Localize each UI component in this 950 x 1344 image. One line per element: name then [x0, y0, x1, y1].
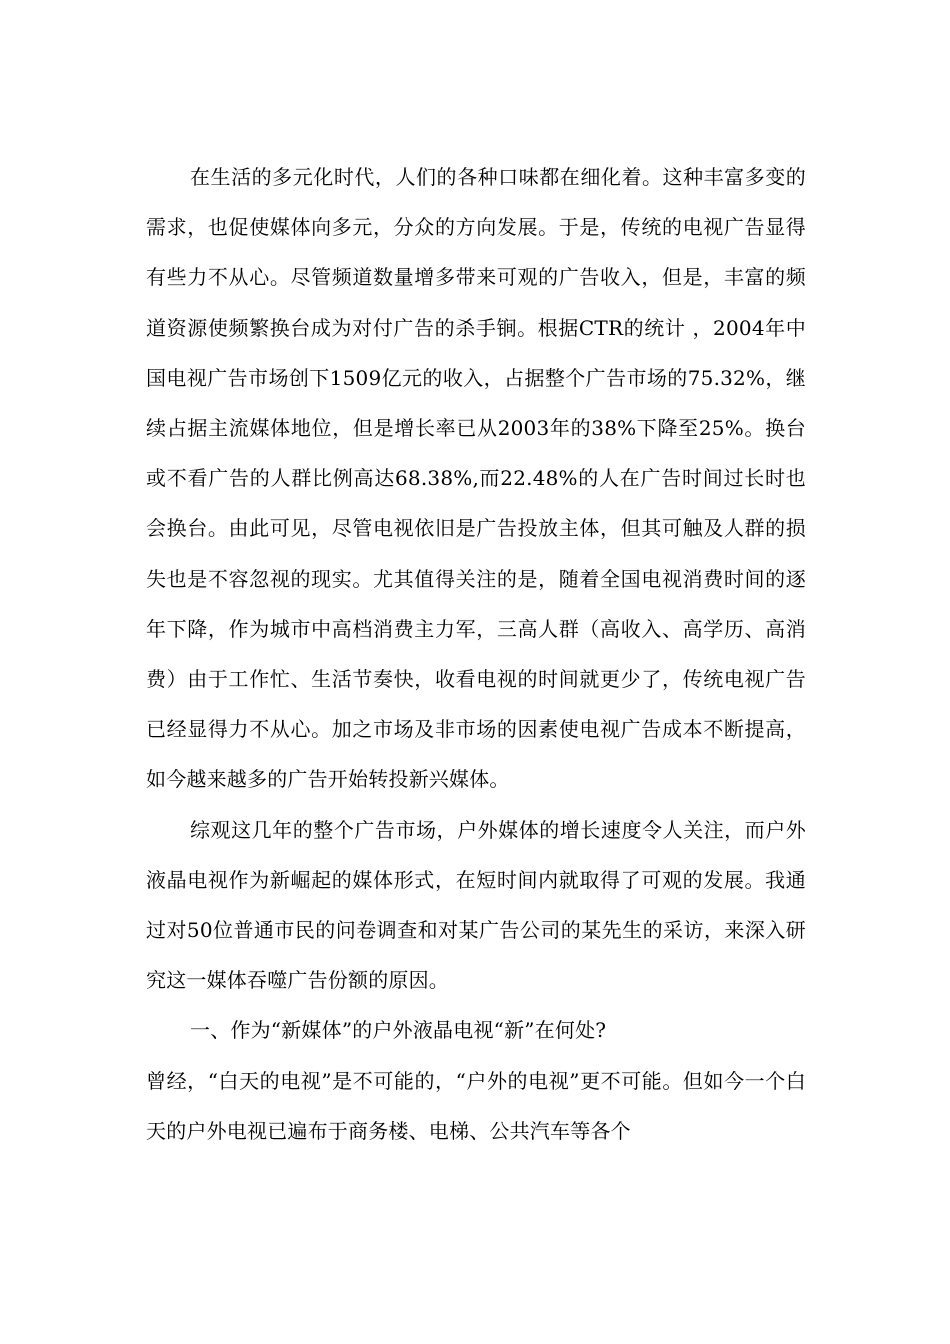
paragraph-outdoor-media-growth: 综观这几年的整个广告市场，户外媒体的增长速度令人关注，而户外液晶电视作为新崛起的媒体形式，在短时间内就取得了可观的发展。我通过对50位普通市民的问卷调查和对某广告公司的某先生的采访，来深入研究这一媒体吞噬广告份额的原因。	[146, 817, 806, 993]
paragraph-tv-advertising-decline: 在生活的多元化时代，人们的各种口味都在细化着。这种丰富多变的需求，也促使媒体向多元，分众的方向发展。于是，传统的电视广告显得有些力不从心。尽管频道数量增多带来可观的广告收入，但是，丰富的频道资源使频繁换台成为对付广告的杀手锏。根据CTR的统计 ，2004年中国电视广告市场创下1509亿元的收入，占据整个广告市场的75.32%，继续占据主流媒体地位，但是增长率已从2003年的38%下降至25%。换台或不看广告的人群比例高达68.38%,而22.48%的人在广告时间过长时也会换台。由此可见，尽管电视依旧是广告投放主体，但其可触及人群的损失也是不容忽视的现实。尤其值得关注的是，随着全国电视消费时间的逐年下降，作为城市中高档消费主力军，三高人群（高收入、高学历、高消费）由于工作忙、生活节奏快，收看电视的时间就更少了，传统电视广告已经显得力不从心。加之市场及非市场的因素使电视广告成本不断提高，如今越来越多的广告开始转投新兴媒体。	[146, 165, 806, 792]
paragraph-outdoor-tv-intro: 曾经，“白天的电视”是不可能的，“户外的电视”更不可能。但如今一个白天的户外电视已遍布于商务楼、电梯、公共汽车等各个	[146, 1068, 806, 1143]
document-body	[146, 152, 806, 1156]
section-heading-new-media: 一、作为“新媒体”的户外液晶电视“新”在何处?	[190, 1018, 607, 1043]
